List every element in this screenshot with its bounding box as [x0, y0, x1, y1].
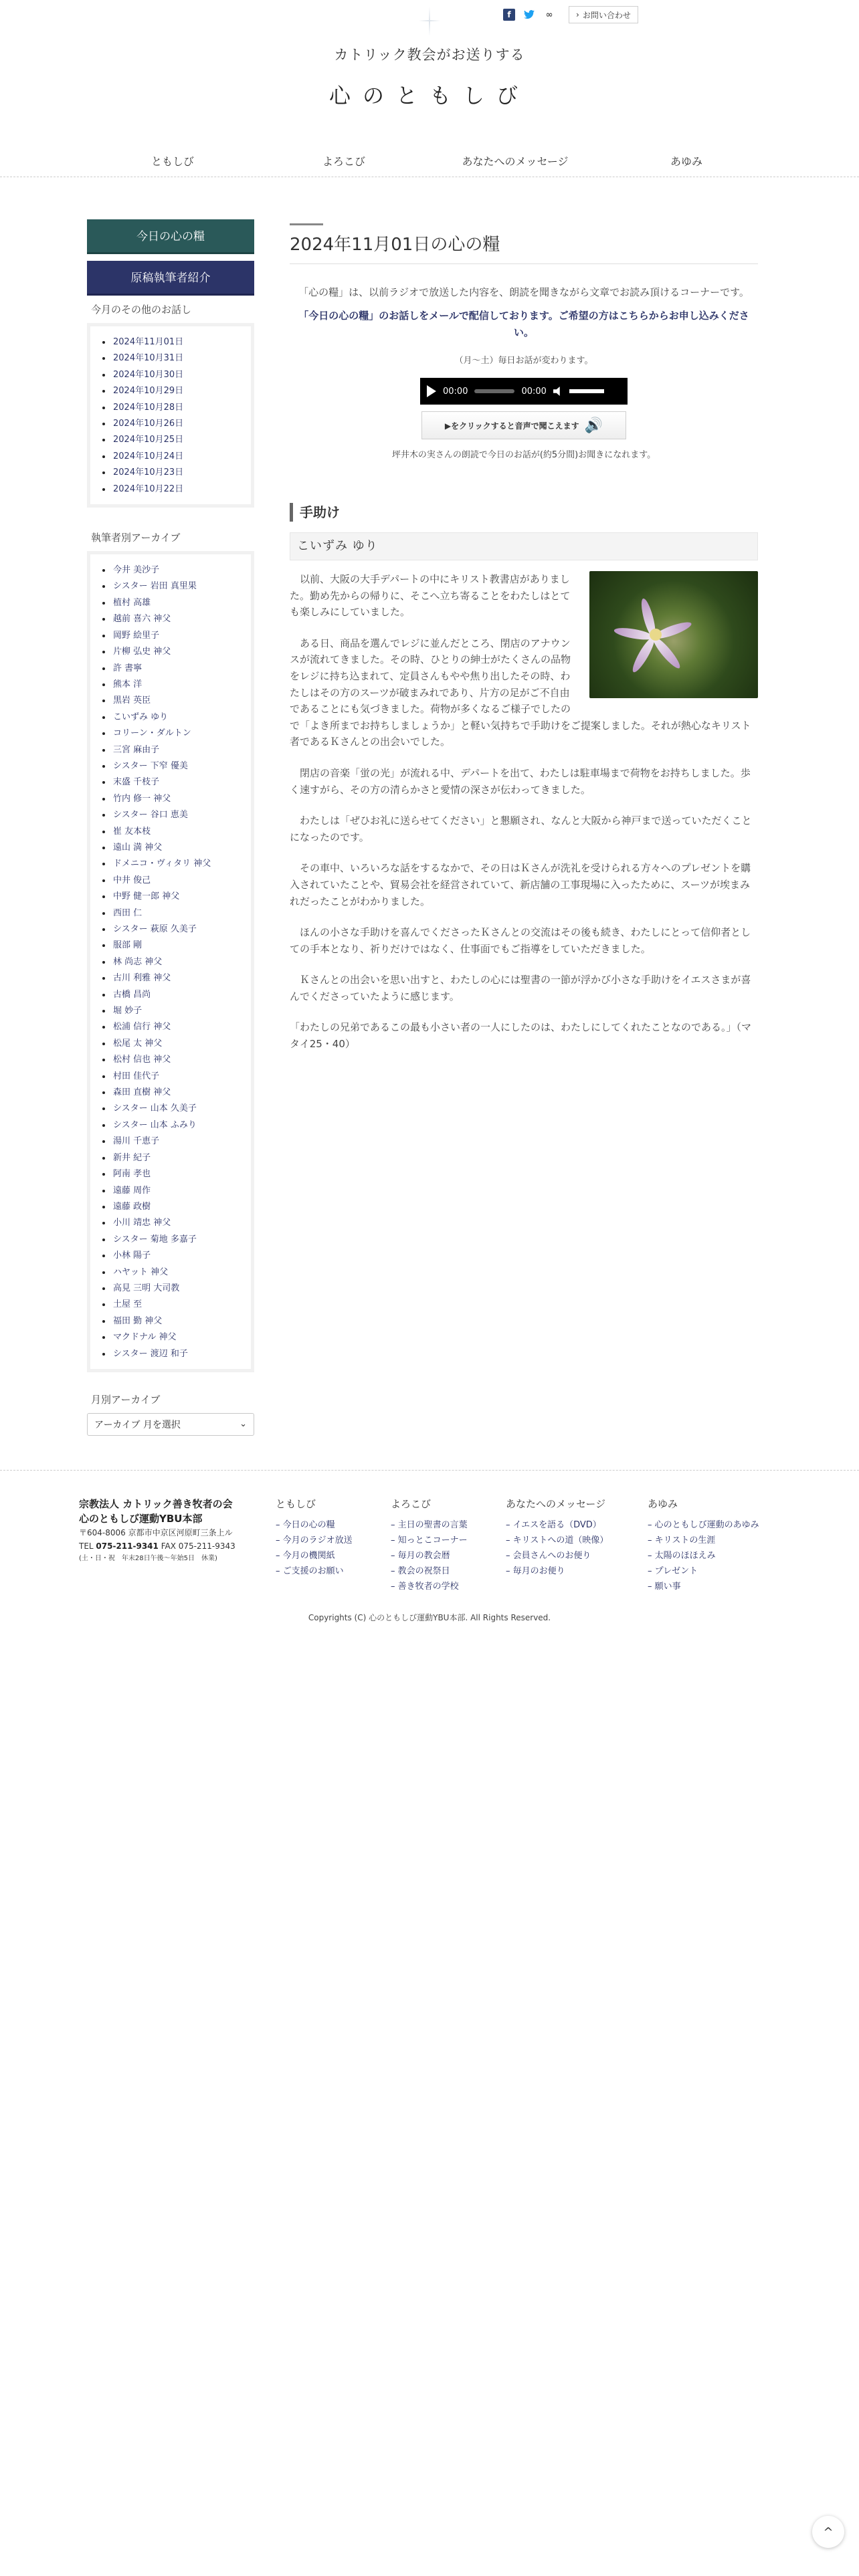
other-story-link[interactable]: 2024年10月28日	[90, 400, 251, 416]
author-archive-link[interactable]: 片柳 弘史 神父	[90, 644, 251, 660]
authors-archive-box	[87, 551, 254, 1372]
section-title: 手助け	[290, 503, 758, 522]
footer-col-heading: ともしび	[276, 1498, 316, 1510]
page-title: 2024年11月01日の心の糧	[290, 231, 758, 264]
other-story-link[interactable]: 2024年10月29日	[90, 383, 251, 399]
author-archive-link[interactable]: 松村 信也 神父	[90, 1052, 251, 1068]
monthly-archive-select-value: アーカイブ 月を選択	[94, 1419, 181, 1430]
monthly-archive-select[interactable]	[87, 1413, 254, 1436]
author-archive-link[interactable]: 竹内 修一 神父	[90, 791, 251, 807]
footer-divider	[0, 1470, 859, 1471]
other-story-link[interactable]: 2024年10月30日	[90, 367, 251, 383]
footer-link[interactable]: – 今日の心の糧	[276, 1520, 335, 1530]
footer-link[interactable]: – 今月のラジオ放送	[276, 1535, 353, 1545]
voice-play-button[interactable]	[421, 411, 626, 439]
author-name: こいずみ ゆり	[290, 532, 758, 560]
link-icon[interactable]: ∞	[545, 9, 553, 20]
author-archive-link[interactable]: 土屋 至	[90, 1297, 251, 1313]
facebook-icon[interactable]: f	[503, 9, 515, 21]
author-archive-link[interactable]: 中井 俊己	[90, 873, 251, 889]
player-progress[interactable]	[474, 389, 514, 393]
author-archive-link[interactable]: シスター 山本 ふみり	[90, 1117, 251, 1134]
chevron-down-icon: ⌄	[240, 1419, 247, 1430]
author-archive-link[interactable]: 高見 三明 大司教	[90, 1281, 251, 1297]
author-archive-link[interactable]: 越前 喜六 神父	[90, 611, 251, 627]
author-archive-link[interactable]: 湯川 千恵子	[90, 1134, 251, 1150]
other-stories-box	[87, 323, 254, 508]
chevron-right-icon: ›	[576, 10, 579, 19]
author-archive-link[interactable]: ドメニコ・ヴィタリ 神父	[90, 856, 251, 872]
author-archive-link[interactable]: シスター 下窄 優美	[90, 758, 251, 774]
authors-archive-heading: 執筆者別アーカイブ	[91, 532, 181, 544]
footer-link[interactable]: – 太陽のほほえみ	[648, 1551, 716, 1561]
footer-col-heading: よろこび	[391, 1498, 432, 1510]
author-archive-link[interactable]: 堀 妙子	[90, 1003, 251, 1019]
volume-slider[interactable]	[569, 389, 604, 393]
other-story-link[interactable]: 2024年10月22日	[90, 481, 251, 498]
footer-link[interactable]: – 知っとこコーナー	[391, 1535, 468, 1545]
author-archive-link[interactable]: 遠山 満 神父	[90, 840, 251, 856]
article-paragraph: Ｋさんとの出会いを思い出すと、わたしの心には聖書の一節が浮かび小さな手助けをイエスさまが喜んでくださっていたように感じます。	[290, 974, 751, 1002]
speaker-icon: 🔊	[584, 417, 603, 434]
photo-petal	[630, 635, 658, 675]
org-address: 〒604-8006 京都市中京区河原町三条上ル	[79, 1528, 233, 1537]
article-body	[290, 571, 758, 1053]
other-story-link[interactable]: 2024年10月24日	[90, 449, 251, 465]
author-archive-link[interactable]: シスター 渡辺 和子	[90, 1346, 251, 1362]
article-paragraph: 「わたしの兄弟であるこの最も小さい者の一人にしたのは、わたしにしてくれたことなのである。」（マタイ25・40）	[290, 1021, 752, 1051]
author-archive-link[interactable]: シスター 谷口 恵美	[90, 807, 251, 823]
player-time-total: 00:00	[521, 386, 547, 397]
author-archive-link[interactable]: 植村 高雄	[90, 595, 251, 611]
footer-col-heading: あなたへのメッセージ	[506, 1498, 606, 1510]
org-hours: (土・日・祝 年末28日午後〜年始5日 休業)	[79, 1555, 217, 1562]
author-archive-link[interactable]: シスター 岩田 真里果	[90, 578, 251, 595]
tel-number: 075-211-9341	[96, 1541, 159, 1551]
org-name-2: 心のともしび運動YBU本部	[79, 1513, 203, 1525]
author-archive-link[interactable]: シスター 山本 久美子	[90, 1101, 251, 1117]
author-archive-link[interactable]: 阿南 孝也	[90, 1166, 251, 1182]
voice-caption: 坪井木の実さんの朗読で今日のお話が(約5分間)お聞きになれます。	[391, 450, 656, 460]
other-story-link[interactable]: 2024年10月31日	[90, 350, 251, 366]
cross-logo-icon	[419, 7, 440, 36]
author-archive-link[interactable]: こいずみ ゆり	[90, 710, 251, 726]
nav-item-tomoshibi[interactable]: ともしび	[151, 155, 194, 168]
author-archive-link[interactable]: コリーン・ダルトン	[90, 726, 251, 742]
author-archive-link[interactable]: マクドナル 神父	[90, 1329, 251, 1346]
author-archive-link[interactable]: 松浦 信行 神父	[90, 1019, 251, 1035]
author-archive-link[interactable]: 服部 剛	[90, 938, 251, 954]
audio-player	[420, 378, 628, 405]
player-time-current: 00:00	[443, 386, 468, 397]
footer-col-tomoshibi	[276, 1497, 353, 1579]
author-archive-link[interactable]: 小林 陽子	[90, 1248, 251, 1264]
mail-signup-link[interactable]: 「今日の心の糧」のお話しをメールで配信しております。ご希望の方はこちらからお申し込みください。	[298, 310, 749, 338]
author-archive-link[interactable]: 末盛 千枝子	[90, 774, 251, 790]
author-archive-link[interactable]: 岡野 絵里子	[90, 628, 251, 644]
footer-link[interactable]: – ご支援のお願い	[276, 1566, 344, 1576]
article-paragraph: その車中、いろいろな話をするなかで、その日はＫさんが洗礼を受けられる方々へのプレゼントを購入されていたことや、貿易会社を経営されていて、新店舗の工事現場に入ったために、スーツが埃まみれだったことがわかりました。	[290, 862, 751, 907]
author-archive-link[interactable]: ハヤット 神父	[90, 1265, 251, 1281]
play-icon[interactable]	[427, 385, 436, 397]
author-archive-link[interactable]: 遠藤 政樹	[90, 1199, 251, 1215]
sidebar	[87, 219, 254, 1436]
nav-item-yorokobi[interactable]: よろこび	[322, 155, 365, 168]
author-archive-link[interactable]: 熊本 洋	[90, 677, 251, 693]
footer-link[interactable]: – 心のともしび運動のあゆみ	[648, 1520, 759, 1530]
author-archive-link[interactable]: 三宮 麻由子	[90, 742, 251, 758]
author-archive-link[interactable]: 西田 仁	[90, 905, 251, 922]
article-paragraph: わたしは「ぜひお礼に送らせてください」と懇願され、なんと大阪から神戸まで送っていただくことになったのです。	[290, 815, 752, 843]
footer-col-ayumi	[648, 1497, 759, 1594]
contact-label: お問い合わせ	[582, 10, 631, 20]
title-rule	[290, 223, 323, 225]
author-archive-link[interactable]: 小川 靖忠 神父	[90, 1215, 251, 1231]
fax-number: FAX 075-211-9343	[158, 1541, 235, 1551]
article-paragraph: 以前、大阪の大手デパートの中にキリスト教書店がありました。勤め先からの帰りに、そこへ立ち寄ることをわたしはとても楽しみにしていました。	[290, 573, 571, 619]
page-top-button[interactable]	[812, 2516, 844, 2548]
footer-col-heading: あゆみ	[648, 1498, 678, 1510]
monthly-archive-heading: 月別アーカイブ	[91, 1393, 161, 1406]
photo-flower-center	[650, 629, 662, 641]
org-name-1: 宗教法人 カトリック善き牧者の会	[79, 1498, 233, 1510]
article-paragraph: ある日、商品を選んでレジに並んだところ、閉店のアナウンスが流れてきました。その時、ひとりの紳士がたくさんの品物をレジに持ち込まれて、定員さんもやや焦り出したその時、わたしはその方のスーツが破まみれであり、片方の足がご不自由であることにも気づきました。荷物が多くなるご様子でしたので「よき所までお持ちしましょうか」と軽い気持ちで手助けをご提案しました。それが熱心なキリスト者であるＫさんとの出会いでした。	[290, 637, 751, 748]
author-archive-link[interactable]: 林 尚志 神父	[90, 954, 251, 970]
site-subtitle: カトリック教会がお送りする	[334, 47, 525, 63]
voice-play-label: ▶をクリックすると音声で聞こえます	[444, 421, 579, 431]
author-archive-link[interactable]: 今井 美沙子	[90, 562, 251, 578]
author-archive-link[interactable]: 新井 紀子	[90, 1150, 251, 1166]
footer-link[interactable]: – 今月の機関紙	[276, 1551, 335, 1561]
author-archive-link[interactable]: 森田 直樹 神父	[90, 1085, 251, 1101]
author-archive-link[interactable]: 黒岩 英臣	[90, 693, 251, 709]
footer-link[interactable]: – 善き牧者の学校	[391, 1582, 459, 1592]
footer-link[interactable]: – 毎月のお便り	[506, 1566, 565, 1576]
other-story-link[interactable]: 2024年10月26日	[90, 416, 251, 432]
copyright: Copyrights (C) 心のともしび運動YBU本部. All Rights Reserved.	[308, 1613, 551, 1622]
footer-link[interactable]: – プレゼント	[648, 1566, 698, 1576]
footer-col-yorokobi	[391, 1497, 468, 1594]
other-story-link[interactable]: 2024年10月25日	[90, 432, 251, 448]
footer-link[interactable]: – 願い事	[648, 1582, 681, 1592]
top-icons	[503, 6, 638, 23]
other-story-link[interactable]: 2024年10月23日	[90, 465, 251, 481]
chevron-up-icon: ^	[823, 2525, 834, 2539]
volume-icon[interactable]	[553, 387, 563, 396]
footer-organization	[79, 1497, 260, 1565]
main-content	[290, 223, 758, 1067]
other-stories-heading: 今月のその他のお話し	[91, 304, 192, 316]
author-archive-link[interactable]: 許 書寧	[90, 661, 251, 677]
footer-link[interactable]: – 毎月の教会暦	[391, 1551, 450, 1561]
author-archive-link[interactable]: シスター 萩原 久美子	[90, 922, 251, 938]
author-archive-link[interactable]: 遠藤 周作	[90, 1183, 251, 1199]
contact-button[interactable]	[569, 6, 638, 23]
site-title[interactable]: 心のともしび	[328, 83, 530, 108]
footer-link[interactable]: – 教会の祝祭日	[391, 1566, 450, 1576]
author-archive-link[interactable]: シスター 菊地 多嘉子	[90, 1232, 251, 1248]
other-story-link[interactable]: 2024年11月01日	[90, 334, 251, 350]
daily-note: （月〜土）毎日お話が変わります。	[454, 356, 593, 366]
tel-label: TEL	[79, 1541, 96, 1551]
author-archive-link[interactable]: 松尾 太 神父	[90, 1036, 251, 1052]
twitter-icon[interactable]	[523, 9, 535, 21]
org-phone	[79, 1539, 260, 1553]
nav-item-message[interactable]: あなたへのメッセージ	[462, 155, 569, 168]
author-archive-link[interactable]: 村田 佳代子	[90, 1069, 251, 1085]
author-archive-link[interactable]: 古川 利雅 神父	[90, 970, 251, 986]
article-paragraph: 閉店の音楽「蛍の光」が流れる中、デパートを出て、わたしは駐車場まで荷物をお持ちしました。歩く速すがら、その方の清らかさと愛情の深さが伝わってきました。	[290, 766, 751, 796]
today-button[interactable]: 今日の心の糧	[87, 219, 254, 254]
author-archive-link[interactable]: 古橋 昌尚	[90, 987, 251, 1003]
author-archive-link[interactable]: 崔 友本枝	[90, 824, 251, 840]
footer-link[interactable]: – 主日の聖書の言葉	[391, 1520, 468, 1530]
author-archive-link[interactable]: 福田 勤 神父	[90, 1313, 251, 1329]
footer-link[interactable]: – キリストの生涯	[648, 1535, 716, 1545]
authors-intro-button[interactable]: 原稿執筆者紹介	[87, 261, 254, 296]
other-stories-list	[90, 334, 251, 498]
global-nav	[87, 147, 772, 177]
footer-link[interactable]: – キリストへの道（映像）	[506, 1535, 609, 1545]
article-paragraph: ほんの小さな手助けを喜んでくださったＫさんとの交流はその後も続き、わたしにとって信仰者としての手本となり、祈りだけではなく、仕事面でもご指導をしていただきました。	[290, 926, 751, 955]
author-archive-link[interactable]: 中野 健一郎 神父	[90, 889, 251, 905]
footer-col-message	[506, 1497, 608, 1579]
flower-photo	[589, 571, 758, 698]
footer-link[interactable]: – イエスを語る（DVD）	[506, 1520, 601, 1530]
nav-item-ayumi[interactable]: あゆみ	[670, 155, 702, 168]
footer-link[interactable]: – 会員さんへのお便り	[506, 1551, 591, 1561]
authors-archive-list	[90, 562, 251, 1362]
intro-text: 「心の糧」は、以前ラジオで放送した内容を、朗読を聞きながら文章でお読み頂けるコーナーです。	[298, 286, 749, 298]
